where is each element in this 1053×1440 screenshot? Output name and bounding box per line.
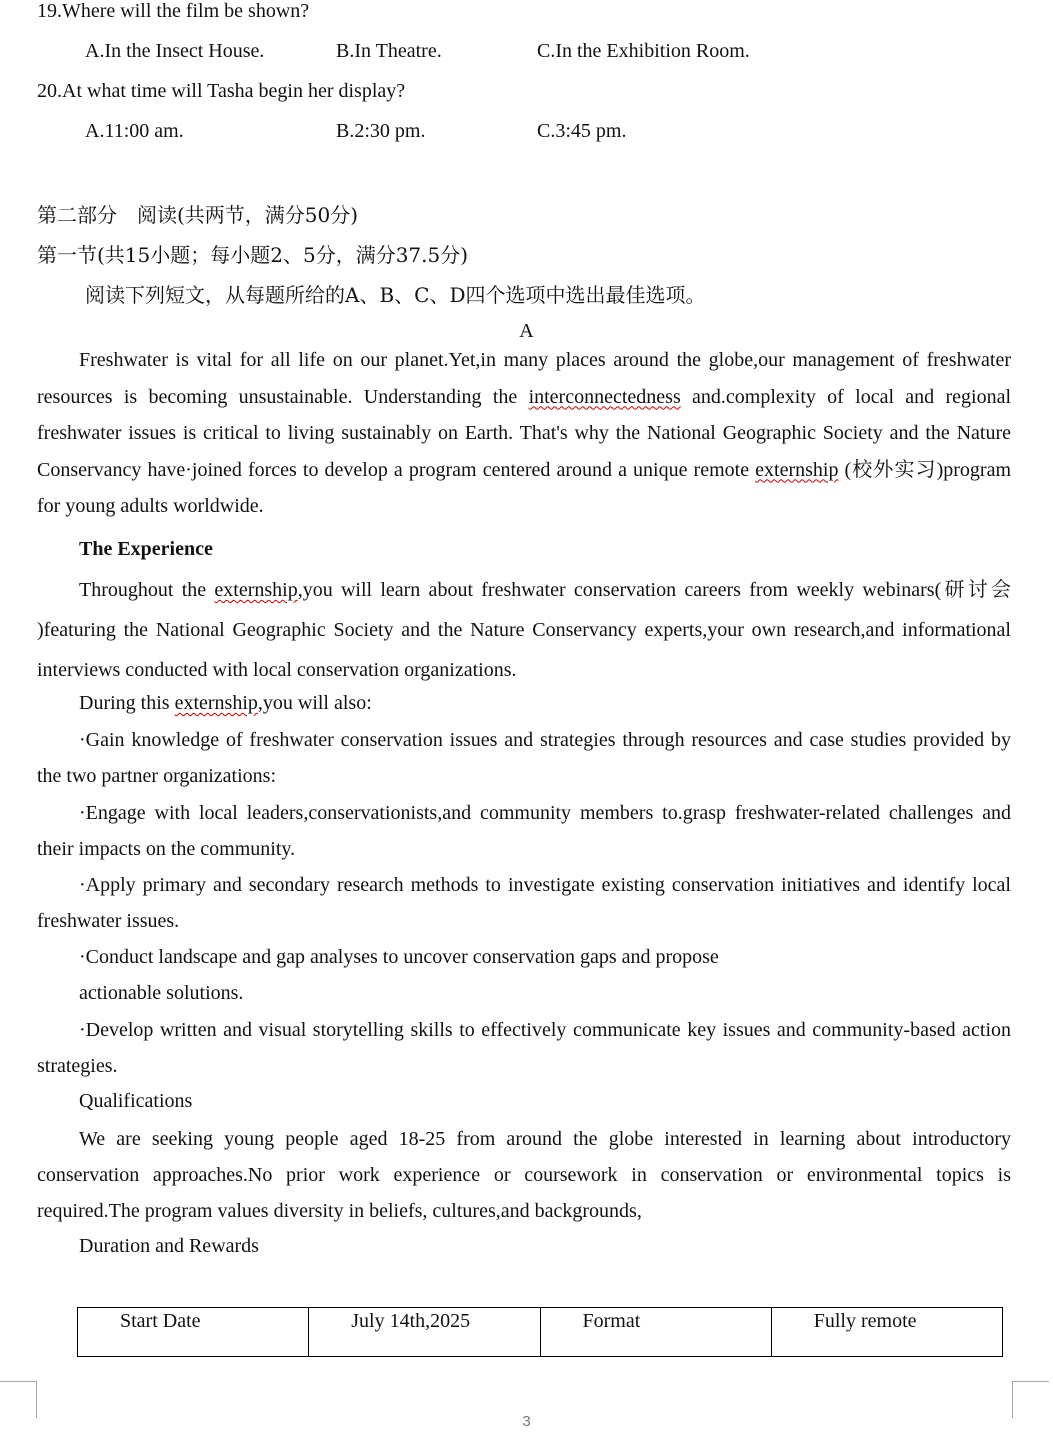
question-20-option-b: B.2:30 pm. bbox=[336, 120, 426, 142]
question-20-option-a: A.11:00 am. bbox=[85, 120, 184, 142]
duration-heading: Duration and Rewards bbox=[79, 1235, 259, 1257]
experience-paragraph: Throughout the externship,you will learn about freshwater conservation careers from weekly webinars(研讨会 )featuring the National Geographic Society and the Nature Conservancy experts,your own research,and informational interviews conducted with local conservation organizations. bbox=[37, 579, 1011, 681]
part-title: 第二部分 阅读(共两节，满分50分) bbox=[37, 203, 359, 227]
bullet-item: ·Gain knowledge of freshwater conservation issues and strategies through resources and case studies provided by the two partner organizations: bbox=[37, 729, 1011, 787]
question-20-option-c: C.3:45 pm. bbox=[537, 120, 627, 142]
page-number: 3 bbox=[522, 1413, 531, 1430]
question-19-stem: 19.Where will the film be shown? bbox=[37, 0, 310, 22]
bullet-item: ·Engage with local leaders,conservationists,and community members to.grasp freshwater-related challenges and their impacts on the community. bbox=[37, 802, 1011, 860]
question-19-option-c: C.In the Exhibition Room. bbox=[537, 40, 750, 62]
table-cell: July 14th,2025 bbox=[309, 1308, 540, 1357]
instruction: 阅读下列短文，从每题所给的A、B、C、D四个选项中选出最佳选项。 bbox=[85, 283, 706, 307]
table-cell: Format bbox=[540, 1308, 771, 1357]
qualifications-paragraph: We are seeking young people aged 18-25 from around the globe interested in learning about introductory conservation approaches.No prior work experience or coursework in conservation or environmental topics is required.The program values diversity in beliefs, cultures,and backgrounds, bbox=[37, 1128, 1011, 1222]
bullet-item: ·Develop written and visual storytelling skills to effectively communicate key issues and community-based action strategies. bbox=[37, 1019, 1011, 1077]
vocab-externship: externship bbox=[174, 692, 258, 714]
table-cell: Start Date bbox=[78, 1308, 309, 1357]
passage-intro: Freshwater is vital for all life on our planet.Yet,in many places around the globe,our management of freshwater resources is becoming unsustainable. Understanding the interconnectedness and.complexity of local and regional freshwater issues is critical to living sustainably on Earth. That's why the National Geographic Society and the Nature Conservancy have·joined forces to develop a program centered around a unique remote externship (校外实习)program for young adults worldwide. bbox=[37, 349, 1012, 517]
question-19-option-b: B.In Theatre. bbox=[336, 40, 442, 62]
during-line: During this externship,you will also: bbox=[79, 692, 372, 714]
vocab-externship: externship bbox=[755, 458, 839, 481]
vocab-interconnectedness: interconnectedness bbox=[528, 385, 681, 408]
vocab-externship: externship bbox=[214, 579, 298, 601]
subsection-title: 第一节(共15小题；每小题2、5分，满分37.5分) bbox=[37, 243, 469, 267]
duration-table bbox=[77, 1307, 1003, 1357]
bullet-item: ·Conduct landscape and gap analyses to uncover conservation gaps and propose bbox=[79, 946, 719, 968]
bullet-item-continuation: actionable solutions. bbox=[79, 982, 244, 1004]
question-20-stem: 20.At what time will Tasha begin her display? bbox=[37, 80, 406, 102]
experience-heading: The Experience bbox=[79, 538, 213, 560]
bullet-item: ·Apply primary and secondary research methods to investigate existing conservation initiatives and identify local freshwater issues. bbox=[37, 874, 1011, 932]
table-cell: Fully remote bbox=[771, 1308, 1002, 1357]
passage-label: A bbox=[519, 320, 534, 342]
table-row bbox=[78, 1308, 1003, 1357]
qualifications-heading: Qualifications bbox=[79, 1090, 193, 1112]
question-19-option-a: A.In the Insect House. bbox=[85, 40, 265, 62]
